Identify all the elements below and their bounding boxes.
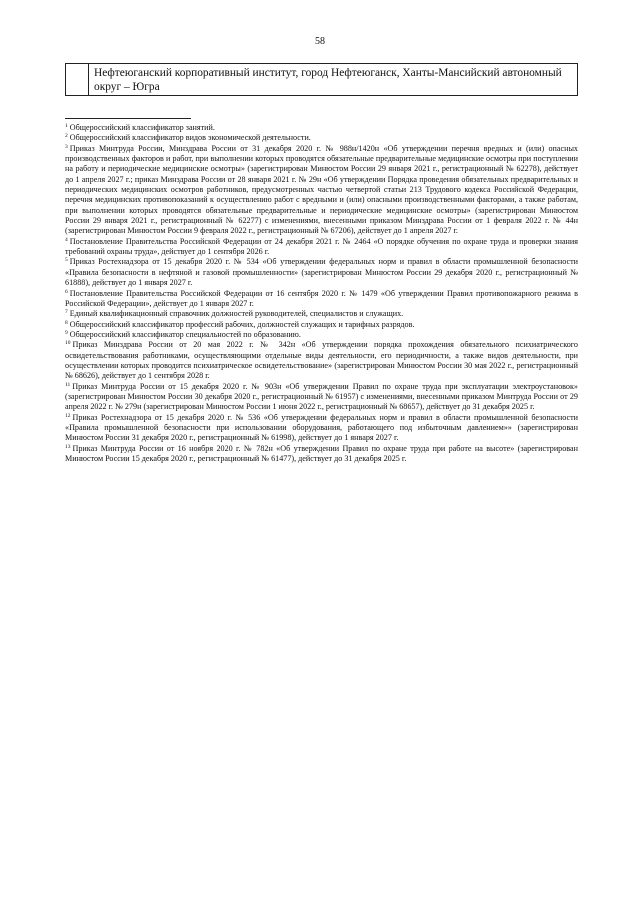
footnote-text: Приказ Минздрава России от 20 мая 2022 г. № 342н «Об утверждении порядка прохождения обязательного психиатрического освидетельствования работниками, осуществляющими отдельные виды деятельности, его периодичности, а также видов деятельности, при осуществлении которых проводится психиатрическое освидетельствование» (зарегистрирован Минюстом России 30 мая 2022 г., регистрационный № 68626), действует до 1 сентября 2028 г. xyxy=(65,340,578,381)
footnotes-section xyxy=(65,123,578,464)
footnote xyxy=(65,413,578,444)
footnote-text: Приказ Минтруда России от 15 декабря 2020 г. № 903н «Об утверждении Правил по охране труда при эксплуатации электроустановок» (зарегистрирован Минюстом России 30 декабря 2020 г., регистрационный № 61957) с изменениями, внесенными приказом Минтруда России от 29 апреля 2022 г. № 279н (зарегистрирован Минюстом России 1 июня 2022 г., регистрационный № 68657), действует до 31 декабря 2025 г. xyxy=(65,381,578,412)
footnote xyxy=(65,320,578,330)
footnote-number: 4 xyxy=(65,236,68,243)
footnote xyxy=(65,237,578,258)
footnote xyxy=(65,289,578,310)
footnote-number: 13 xyxy=(65,443,71,450)
footnote xyxy=(65,123,578,133)
footnote-number: 3 xyxy=(65,143,68,150)
footnote-number: 10 xyxy=(65,340,71,347)
footnote-text: Общероссийский классификатор специальностей по образованию. xyxy=(69,329,301,339)
footnote xyxy=(65,309,578,319)
footnote xyxy=(65,133,578,143)
footnote xyxy=(65,144,578,237)
footnote xyxy=(65,340,578,381)
footnote-text: Постановление Правительства Российской Федерации от 16 сентября 2020 г. № 1479 «Об утверждении Правил противопожарного режима в Российской Федерации», действует до 1 января 2027 г. xyxy=(65,288,578,308)
footnote-text: Приказ Ростехнадзора от 15 декабря 2020 г. № 534 «Об утверждении федеральных норм и правил в области промышленной безопасности «Правила безопасности в нефтяной и газовой промышленности» (зарегистрирован Минюстом России 29 декабря 2020 г., регистрационный № 61888), действует до 1 января 2027 г. xyxy=(65,257,578,288)
footnote xyxy=(65,257,578,288)
footnote xyxy=(65,382,578,413)
footnote-number: 11 xyxy=(65,381,71,388)
footnote-text: Единый квалификационный справочник должностей руководителей, специалистов и служащих. xyxy=(69,309,404,319)
footnote-text: Общероссийский классификатор профессий рабочих, должностей служащих и тарифных разрядов. xyxy=(69,319,415,329)
footnote-number: 8 xyxy=(65,319,68,326)
footnote-text: Приказ Ростехнадзора от 15 декабря 2020 г. № 536 «Об утверждении федеральных норм и правил в области промышленной безопасности «Правила промышленной безопасности при использовании оборудования, работающего под избыточным давлением»» (зарегистрирован Минюстом России 31 декабря 2020 г., регистрационный № 61998), действует до 1 января 2027 г. xyxy=(65,412,578,443)
footnote-number: 5 xyxy=(65,257,68,264)
table-row xyxy=(65,63,578,96)
table-cell-text: Нефтеюганский корпоративный институт, город Нефтеюганск, Ханты-Мансийский автономный округ – Югра xyxy=(94,67,562,93)
footnote-separator xyxy=(65,118,191,119)
footnote-number: 6 xyxy=(65,288,68,295)
footnote-number: 7 xyxy=(65,309,68,316)
table-cell-empty xyxy=(66,64,89,95)
footnote-number: 9 xyxy=(65,329,68,336)
page-number: 58 xyxy=(315,36,325,47)
footnote-number: 1 xyxy=(65,123,68,129)
footnote-text: Постановление Правительства Российской Федерации от 24 декабря 2021 г. № 2464 «О порядке обучения по охране труда и проверки знания требований охраны труда», действует до 1 сентября 2026 г. xyxy=(65,236,578,257)
footnote-text: Приказ Минтруда России от 16 ноября 2020 г. № 782н «Об утверждении Правил по охране труда при работе на высоте» (зарегистрирован Минюстом России 15 декабря 2020 г., регистрационный № 61477), действует до 31 декабря 2025 г. xyxy=(65,443,578,463)
footnote-number: 12 xyxy=(65,412,71,419)
footnote-text: Приказ Минтруда России, Минздрава России от 31 декабря 2020 г. № 988н/1420н «Об утверждении перечня вредных и (или) опасных производственных факторов и работ, при выполнении которых проводятся обязательные предварительные медицинские осмотры при поступлении на работу и периодические медицинские осмотры» (зарегистрирован Минюстом России 29 января 2021 г., регистрационный № 62278), действует до 1 апреля 2027 г.; приказ Минздрава России от 28 января 2021 г. № 29н «Об утверждении Порядка проведения обязательных предварительных и периодических медицинских осмотров работников, предусмотренных частью четвертой статьи 213 Трудового кодекса Российской Федерации, перечня медицинских противопоказаний к осуществлению работ с вредными и (или) опасными производственными факторами, а также работам, при выполнении которых проводятся обязательные предварительные и периодические медицинские осмотры» (зарегистрирован Минюстом России 29 января 2021 г., регистрационный № 62277) с изменениями, внесенными приказом Минздрава России от 1 февраля 2022 г. № 44н (зарегистрирован Минюстом России 9 февраля 2022 г., регистрационный № 67206), действует до 1 апреля 2027 г. xyxy=(65,143,578,236)
footnote-text: Общероссийский классификатор видов экономической деятельности. xyxy=(69,133,311,143)
footnote-number: 2 xyxy=(65,133,68,140)
footnote-text: Общероссийский классификатор занятий. xyxy=(69,123,215,132)
footnote xyxy=(65,330,578,340)
footnote xyxy=(65,444,578,465)
